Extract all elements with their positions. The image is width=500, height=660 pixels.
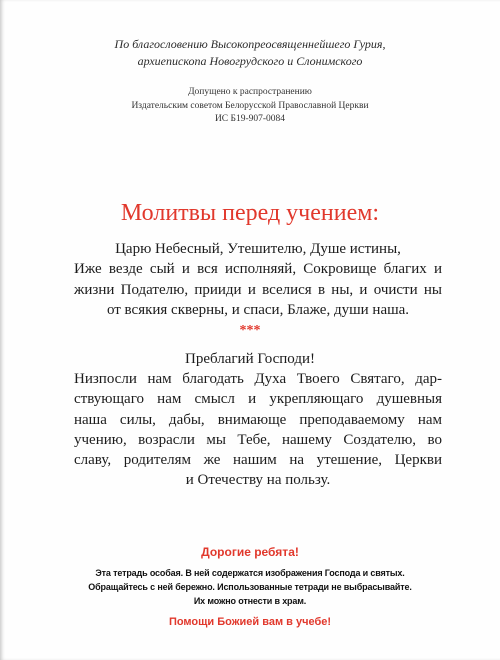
- notice-line: Эта тетрадь особая. В ней содержатся изображения Господа и святых.: [95, 568, 405, 578]
- separator-stars: ***: [239, 323, 261, 338]
- prayer-before-study: [74, 369, 442, 491]
- prayer2-line: наша силы, дабы, внимающе преподаваемому нам: [74, 411, 442, 428]
- permission-code: ИС Б19-907-0084: [214, 114, 286, 124]
- notice-text: [0, 566, 500, 608]
- prayer2-heading: Преблагий Господи!: [185, 351, 315, 367]
- prayer1-line: от всякия скверны, и спаси, Блаже, души наша.: [106, 301, 410, 318]
- notice-closing: Помощи Божией вам в учебе!: [168, 616, 332, 628]
- publishing-permission: [0, 86, 500, 127]
- prayer1-line: Иже везде сый и вся исполняяй, Сокровище благих и: [74, 261, 442, 278]
- prayer2-line: славу, родителям же нашим на утешение, Церкви: [74, 452, 442, 469]
- prayer1-line: Царю Небесный, Утешителю, Душе истины,: [115, 241, 401, 257]
- prayer-holy-spirit: [74, 239, 442, 320]
- permission-line: Издательским советом Белорусской Православной Церкви: [131, 100, 369, 111]
- notice-heading: Дорогие ребята!: [201, 545, 299, 559]
- prayer2-line: и Отечеству на пользу.: [185, 472, 331, 489]
- blessing-line: архиепископа Новогрудского и Слонимского: [137, 54, 363, 68]
- notice-line: Обращайтесь с ней бережно. Использованные тетради не выбрасывайте.: [88, 582, 412, 592]
- permission-line: Допущено к распространению: [188, 87, 312, 97]
- blessing-line: По благословению Высокопреосвященнейшего Гурия,: [114, 37, 386, 51]
- prayer2-line: Низпосли нам благодать Духа Твоего Святаго, дар-: [74, 371, 442, 387]
- page-title: Молитвы перед учением:: [120, 200, 380, 226]
- prayer2-line: учению, возрасли мы Тебе, нашему Создателю, во: [74, 431, 442, 448]
- blessing-text: [0, 36, 500, 70]
- notice-line: Их можно отнести в храм.: [193, 596, 307, 606]
- prayer1-line: жизни Подателю, прииди и вселися в ны, и очисти ны: [74, 281, 442, 298]
- prayer2-line: ствующаго нам смысл и укрепляющаго душевныя: [74, 391, 442, 408]
